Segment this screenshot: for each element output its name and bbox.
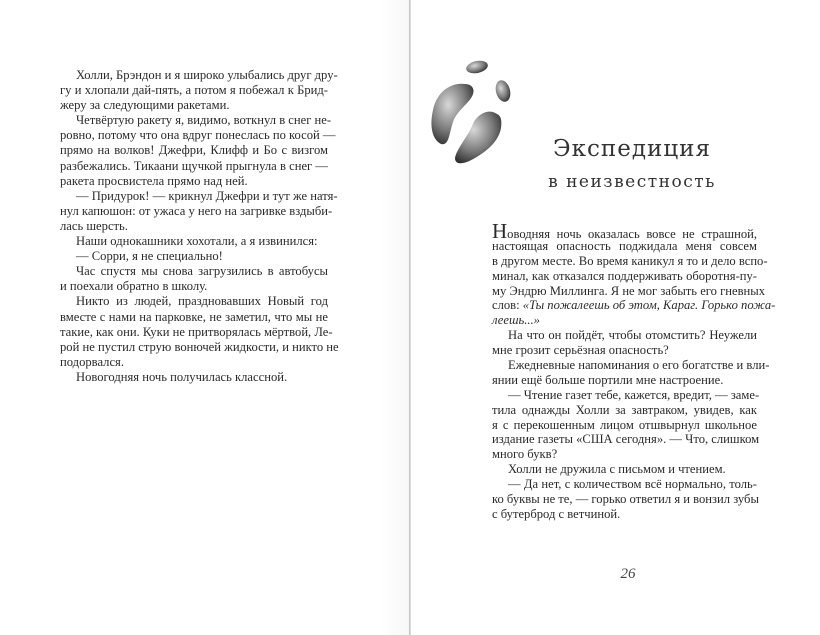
paragraph [60,294,339,369]
line-text: лась шерсть. [60,218,128,233]
text-line [60,294,328,309]
text-line [492,328,757,343]
text-line [492,462,757,477]
paragraph [492,219,776,328]
chapter-title: Экспедиция [553,136,711,162]
line-text: ко буквы не те, — горько ответил я и вонзил зубы [492,492,759,507]
line-text: Час спустя мы снова загрузились в автобусы [76,264,328,279]
right-page-text [492,219,776,522]
line-text: му Эндрю Миллинга. Я не мог забыть его гневных [492,283,766,298]
line-text: много букв? [492,447,558,462]
text-line [60,279,328,294]
line-text: разбежались. Тикаани щучкой прыгнула в снег — [60,158,328,173]
text-line [60,203,333,219]
text-line [60,159,328,174]
paragraph [60,249,328,264]
line-text: Новогодняя ночь получилась классной. [76,369,288,384]
line-text: ровно, потому что она вдруг понеслась по косой — [60,128,336,143]
line-text: с бутерброд с ветчиной. [492,506,621,521]
page-gutter-shadow [380,0,409,635]
text-line [60,264,328,279]
text-line [492,403,757,418]
line-text: жеру за следующими ракетами. [60,98,230,113]
paragraph [60,68,338,113]
line-text: слов: [492,298,523,313]
text-line [60,143,328,158]
text-line [60,68,338,83]
line-text: Наши однокашники хохотали, а я извинился: [76,234,318,249]
line-text: рой не пустил струю вонючей жидкости, и никто не [60,339,339,354]
book-spine [409,0,411,635]
text-line [60,128,336,143]
paragraph [492,477,757,522]
text-line [60,370,328,385]
text-line [492,507,757,522]
paragraph [492,358,770,388]
paragraph [60,188,338,234]
paragraph [60,264,328,294]
line-text: Ежедневные напоминания о его богатстве и вли- [508,358,770,373]
line-text: подорвался. [60,354,124,369]
line-text: мне грозит серьёзная опасность? [492,343,669,358]
text-line [492,447,757,462]
text-line [60,83,328,98]
text-line [60,339,339,355]
text-line [492,358,770,373]
line-text: я с перекошенным лицом отшвырнул школьное [492,417,757,432]
text-line [60,219,328,234]
line-text: настоящая опасность поджидала меня совсем [492,238,757,253]
text-line [60,355,328,370]
line-text: прямо на волков! Джефри, Клифф и Бо с визгом [60,143,328,158]
line-text: нул капюшон: от ужаса у него на загривке вздыби- [60,203,333,218]
line-text: янии ещё больше портили мне настроение. [492,372,724,387]
line-text: Холли не дружила с письмом и чтением. [508,462,726,477]
text-line [60,324,333,340]
text-line [492,269,757,284]
text-line [60,174,328,189]
paragraph [492,328,757,358]
text-line [492,432,760,447]
paragraph [60,370,328,385]
line-text: — Сорри, я не специально! [76,249,223,264]
line-text: оводняя ночь оказалась вовсе не страшной, [507,227,757,241]
text-line [60,113,332,128]
paragraph [60,234,328,249]
text-line [60,310,328,325]
text-line [492,253,768,269]
line-text: издание газеты «США сегодня». — Что, слишком [492,432,760,447]
line-text: Никто из людей, праздновавших Новый год [76,294,328,309]
paw-print-icon [415,58,515,170]
line-text: — Чтение газет тебе, кажется, вредит, — заме- [508,387,760,402]
text-line [60,249,328,264]
line-text: гу и хлопали дай-пять, а потом я побежал к Брид- [60,83,328,98]
text-line [492,298,776,313]
line-text: в другом месте. Во время каникул я то и дело вспо- [492,253,768,268]
chapter-subtitle: в неизвестность [548,172,716,192]
line-text: и поехали обратно в школу. [60,279,208,294]
text-line [492,239,757,254]
text-line [492,373,757,388]
text-line [492,343,757,358]
text-line [492,387,760,403]
line-text: такие, как они. Куки не притворялась мёртвой, Ле- [60,324,333,339]
line-text: На что он пойдёт, чтобы отомстить? Неужели [508,328,757,343]
paragraph [60,113,336,188]
text-line [60,188,338,204]
line-text: — Да нет, с количеством всё нормально, толь- [508,477,757,492]
text-line [492,492,757,507]
italic-quote: «Ты пожалеешь об этом, Караг. Горько пожа- [522,298,776,313]
italic-quote: леешь...» [492,313,540,328]
line-text: — Придурок! — крикнул Джефри и тут же натя- [76,188,338,203]
paragraph [492,387,760,462]
drop-cap: Н [492,219,508,243]
line-text: Холли, Брэндон и я широко улыбались друг дру- [76,68,338,82]
paragraph [492,462,757,477]
line-text: вместе с нами на парковке, не заметил, что мы не [60,309,328,324]
text-line [492,418,757,433]
left-page-text [60,68,339,385]
text-line [60,234,328,249]
text-line [492,219,757,243]
text-line [492,283,766,299]
line-text: минал, как отказался поддерживать оборотня-пу- [492,268,757,283]
line-text: тила однажды Холли за завтраком, увидев, как [492,402,757,417]
page-number: 26 [620,566,636,582]
line-text: Четвёртую ракету я, видимо, воткнул в снег не- [76,113,332,128]
line-text: ракета просвистела прямо над ней. [60,173,248,188]
text-line [60,98,328,113]
text-line [492,313,757,328]
text-line [492,477,757,492]
